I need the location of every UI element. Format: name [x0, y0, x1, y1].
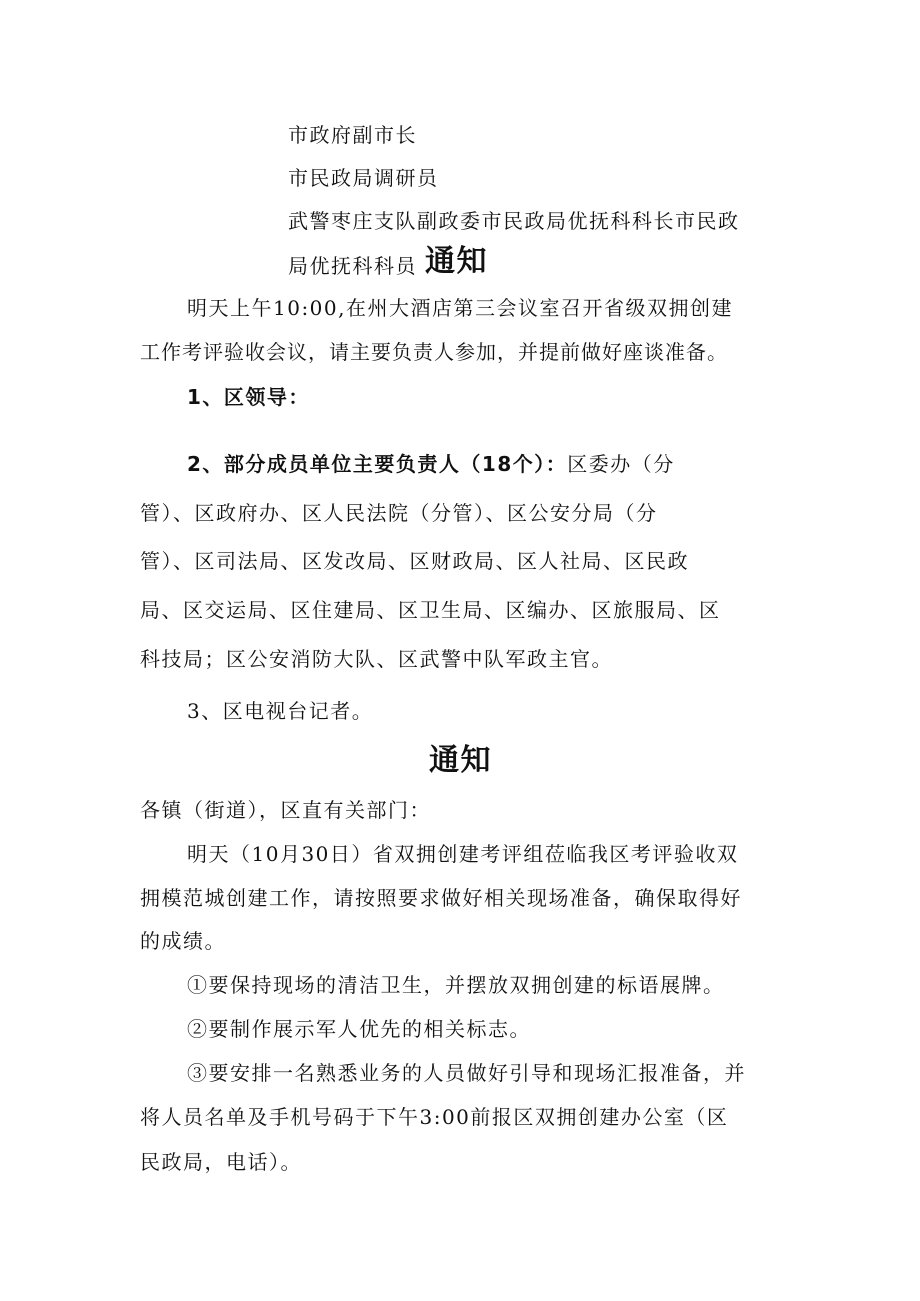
- list-item-heading: 2、部分成员单位主要负责人（18个）：: [187, 452, 568, 476]
- list-item-reporter: 3、区电视台记者。: [187, 699, 374, 723]
- paragraph-line: 管）、区政府办、区人民法院（分管）、区公安分局（分: [140, 501, 658, 525]
- paragraph-line: 的成绩。: [140, 929, 226, 953]
- salutation: 各镇（街道），区直有关部门：: [140, 798, 431, 822]
- requirement-item: ①要保持现场的清洁卫生，并摆放双拥创建的标语展牌。: [187, 973, 725, 997]
- paragraph-line: 工作考评验收会议，请主要负责人参加，并提前做好座谈准备。: [140, 340, 728, 364]
- attendee-line: 市民政局调研员: [288, 166, 439, 190]
- paragraph-line: 明天上午10:00,在州大酒店第三会议室召开省级双拥创建: [187, 296, 733, 320]
- attendee-line: 市政府副市长: [288, 123, 417, 147]
- notice-title: 通知: [425, 244, 488, 279]
- paragraph-line: 拥模范城创建工作，请按照要求做好相关现场准备，确保取得好: [140, 886, 742, 910]
- list-item-leaders: 1、区领导：: [187, 385, 310, 409]
- attendee-line: 武警枣庄支队副政委市民政局优抚科科长市民政: [288, 209, 740, 233]
- paragraph-line: 将人员名单及手机号码于下午3:00前报区双拥创建办公室（区: [140, 1105, 729, 1129]
- requirement-item: ②要制作展示军人优先的相关标志。: [187, 1017, 531, 1041]
- list-item-units: [187, 450, 675, 478]
- attendee-line: 局优抚科科员: [288, 254, 417, 278]
- paragraph-line: 明天（10月30日）省双拥创建考评组莅临我区考评验收双: [187, 842, 739, 866]
- paragraph-line: 管）、区司法局、区发改局、区财政局、区人社局、区民政: [140, 549, 689, 573]
- paragraph-line: 民政局，电话）。: [140, 1150, 302, 1174]
- requirement-item: ③要安排一名熟悉业务的人员做好引导和现场汇报准备，并: [187, 1061, 746, 1085]
- paragraph-line: 科技局；区公安消防大队、区武警中队军政主官。: [140, 647, 613, 671]
- list-item-text: 区委办（分: [567, 452, 675, 476]
- paragraph-line: 局、区交运局、区住建局、区卫生局、区编办、区旅服局、区: [140, 598, 721, 622]
- notice-title-2: 通知: [429, 743, 492, 778]
